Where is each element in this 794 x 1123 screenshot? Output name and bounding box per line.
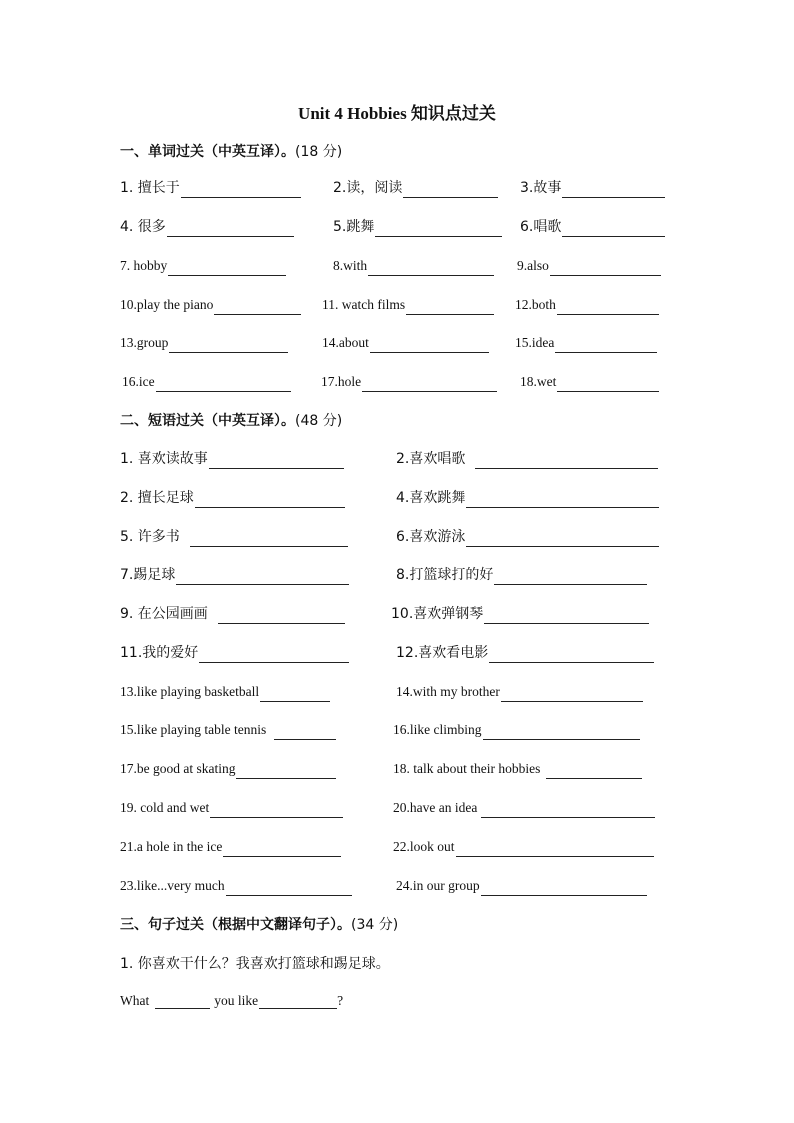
word-row <box>0 372 794 396</box>
answer-blank[interactable] <box>555 336 657 353</box>
answer-blank[interactable] <box>155 992 210 1009</box>
phrase-item <box>120 488 345 508</box>
word-label: 10.play the piano <box>120 297 214 312</box>
answer-blank[interactable] <box>484 607 649 624</box>
word-row <box>0 333 794 357</box>
word-label: 2.读，阅读 <box>333 180 403 196</box>
answer-blank[interactable] <box>176 568 349 585</box>
phrase-row <box>0 798 794 822</box>
answer-blank[interactable] <box>181 181 301 198</box>
section-2-heading <box>120 410 342 430</box>
phrase-label: 19. cold and wet <box>120 800 210 815</box>
phrase-item <box>120 759 336 779</box>
phrase-label: 5. 许多书 <box>120 529 180 545</box>
word-item <box>333 178 498 198</box>
phrase-label: 20.have an idea <box>393 800 478 815</box>
answer-blank[interactable] <box>483 723 640 740</box>
phrase-row <box>0 604 794 628</box>
answer-blank[interactable] <box>562 181 665 198</box>
answer-blank[interactable] <box>475 452 658 469</box>
answer-blank[interactable] <box>501 685 643 702</box>
answer-blank[interactable] <box>466 491 659 508</box>
word-item <box>333 217 502 237</box>
phrase-row <box>0 643 794 667</box>
answer-blank[interactable] <box>456 840 654 857</box>
answer-blank[interactable] <box>260 685 330 702</box>
word-label: 8.with <box>333 258 368 273</box>
phrase-label: 18. talk about their hobbies <box>393 761 541 776</box>
word-item <box>321 372 497 392</box>
word-label: 11. watch films <box>322 297 406 312</box>
answer-blank[interactable] <box>190 530 348 547</box>
phrase-item <box>393 798 655 818</box>
word-label: 7. hobby <box>120 258 168 273</box>
word-item <box>333 256 494 276</box>
phrase-label: 14.with my brother <box>396 684 500 699</box>
phrase-item <box>120 449 344 469</box>
answer-blank[interactable] <box>195 491 345 508</box>
phrase-item <box>120 720 336 740</box>
word-item <box>120 178 301 198</box>
section-1-score: (18 分) <box>295 144 343 160</box>
word-item <box>322 333 489 353</box>
phrase-label: 8.打篮球打的好 <box>396 567 494 583</box>
answer-blank[interactable] <box>156 375 291 392</box>
word-label: 17.hole <box>321 374 362 389</box>
word-label: 18.wet <box>520 374 557 389</box>
phrase-row <box>0 449 794 473</box>
answer-blank[interactable] <box>466 530 659 547</box>
phrase-label: 11.我的爱好 <box>120 645 199 661</box>
phrase-label: 15.like playing table tennis <box>120 722 267 737</box>
phrase-label: 10.喜欢弹钢琴 <box>391 606 484 622</box>
word-item <box>517 256 661 276</box>
answer-blank[interactable] <box>168 259 286 276</box>
section-3-heading <box>120 914 398 934</box>
word-item <box>520 217 665 237</box>
phrase-item <box>396 682 643 702</box>
phrase-label: 6.喜欢游泳 <box>396 529 466 545</box>
word-label: 6.唱歌 <box>520 219 562 235</box>
word-item <box>520 372 659 392</box>
answer-blank[interactable] <box>167 220 294 237</box>
phrase-label: 2. 擅长足球 <box>120 490 194 506</box>
phrase-label: 22.look out <box>393 839 455 854</box>
word-label: 14.about <box>322 335 369 350</box>
answer-blank[interactable] <box>368 259 494 276</box>
phrase-item <box>393 759 642 779</box>
word-label: 5.跳舞 <box>333 219 375 235</box>
answer-blank[interactable] <box>210 801 343 818</box>
word-label: 15.idea <box>515 335 555 350</box>
answer-blank[interactable] <box>199 646 349 663</box>
section-3-title: 三、句子过关（根据中文翻译句子）。 <box>120 917 351 933</box>
sentence-prompt: 1. 你喜欢干什么？我喜欢打篮球和踢足球。 <box>120 956 390 972</box>
sentence-answer-line <box>120 992 343 1009</box>
phrase-row <box>0 565 794 589</box>
answer-blank[interactable] <box>481 801 655 818</box>
phrase-item <box>120 643 349 663</box>
section-1-title: 一、单词过关（中英互译）。 <box>120 144 295 160</box>
phrase-row <box>0 682 794 706</box>
phrase-item <box>396 488 659 508</box>
phrase-row <box>0 488 794 512</box>
phrase-row <box>0 837 794 861</box>
phrase-label: 23.like...very much <box>120 878 225 893</box>
answer-blank[interactable] <box>259 992 337 1009</box>
phrase-item <box>391 604 649 624</box>
answer-blank[interactable] <box>169 336 288 353</box>
word-item <box>520 178 665 198</box>
answer-blank[interactable] <box>406 298 494 315</box>
answer-blank[interactable] <box>557 375 659 392</box>
word-label: 4. 很多 <box>120 219 166 235</box>
phrase-label: 4.喜欢跳舞 <box>396 490 466 506</box>
answer-blank[interactable] <box>226 879 352 896</box>
word-item <box>515 333 657 353</box>
answer-blank[interactable] <box>546 762 642 779</box>
answer-blank[interactable] <box>223 840 341 857</box>
word-item <box>322 295 494 315</box>
word-label: 16.ice <box>122 374 155 389</box>
phrase-item <box>120 565 349 585</box>
phrase-item <box>393 837 654 857</box>
section-2-title: 二、短语过关（中英互译）。 <box>120 413 295 429</box>
word-item <box>122 372 291 392</box>
phrase-label: 17.be good at skating <box>120 761 236 776</box>
word-row <box>0 256 794 280</box>
section-2-score: (48 分) <box>295 413 343 429</box>
word-label: 3.故事 <box>520 180 562 196</box>
word-item <box>120 295 301 315</box>
sentence-text: What <box>120 993 150 1008</box>
word-label: 1. 擅长于 <box>120 180 180 196</box>
phrase-item <box>396 449 658 469</box>
word-item <box>120 333 288 353</box>
phrase-item <box>120 798 343 818</box>
phrase-row <box>0 527 794 551</box>
section-1-heading <box>120 141 342 161</box>
answer-blank[interactable] <box>370 336 489 353</box>
answer-blank[interactable] <box>403 181 498 198</box>
phrase-item <box>396 876 647 896</box>
phrase-item <box>396 643 654 663</box>
phrase-label: 9. 在公园画画 <box>120 606 208 622</box>
answer-blank[interactable] <box>214 298 301 315</box>
answer-blank[interactable] <box>274 723 336 740</box>
sentence-text: ? <box>337 993 344 1008</box>
phrase-item <box>120 682 330 702</box>
sentence-text: you like <box>214 993 259 1008</box>
answer-blank[interactable] <box>494 568 647 585</box>
answer-blank[interactable] <box>236 762 336 779</box>
word-label: 12.both <box>515 297 556 312</box>
phrase-item <box>393 720 640 740</box>
phrase-label: 21.a hole in the ice <box>120 839 223 854</box>
answer-blank[interactable] <box>375 220 502 237</box>
phrase-row <box>0 759 794 783</box>
word-row <box>0 178 794 202</box>
phrase-label: 16.like climbing <box>393 722 482 737</box>
answer-blank[interactable] <box>489 646 654 663</box>
section-3-score: (34 分) <box>351 917 399 933</box>
word-item <box>120 217 294 237</box>
answer-blank[interactable] <box>209 452 344 469</box>
phrase-label: 13.like playing basketball <box>120 684 260 699</box>
answer-blank[interactable] <box>362 375 497 392</box>
answer-blank[interactable] <box>557 298 659 315</box>
word-item <box>120 256 286 276</box>
answer-blank[interactable] <box>550 259 661 276</box>
word-item <box>515 295 659 315</box>
phrase-label: 1. 喜欢读故事 <box>120 451 208 467</box>
phrase-item <box>120 837 341 857</box>
phrase-row <box>0 876 794 900</box>
phrase-label: 24.in our group <box>396 878 480 893</box>
phrase-item <box>120 876 352 896</box>
phrase-item <box>396 565 647 585</box>
phrase-row <box>0 720 794 744</box>
answer-blank[interactable] <box>481 879 647 896</box>
answer-blank[interactable] <box>218 607 345 624</box>
phrase-item <box>396 527 659 547</box>
word-label: 13.group <box>120 335 169 350</box>
phrase-item <box>120 527 348 547</box>
page-title: Unit 4 Hobbies 知识点过关 <box>298 104 496 123</box>
phrase-label: 12.喜欢看电影 <box>396 645 489 661</box>
word-label: 9.also <box>517 258 549 273</box>
phrase-label: 2.喜欢唱歌 <box>396 451 466 467</box>
phrase-item <box>120 604 345 624</box>
answer-blank[interactable] <box>562 220 665 237</box>
phrase-label: 7.踢足球 <box>120 567 176 583</box>
word-row <box>0 295 794 319</box>
word-row <box>0 217 794 241</box>
